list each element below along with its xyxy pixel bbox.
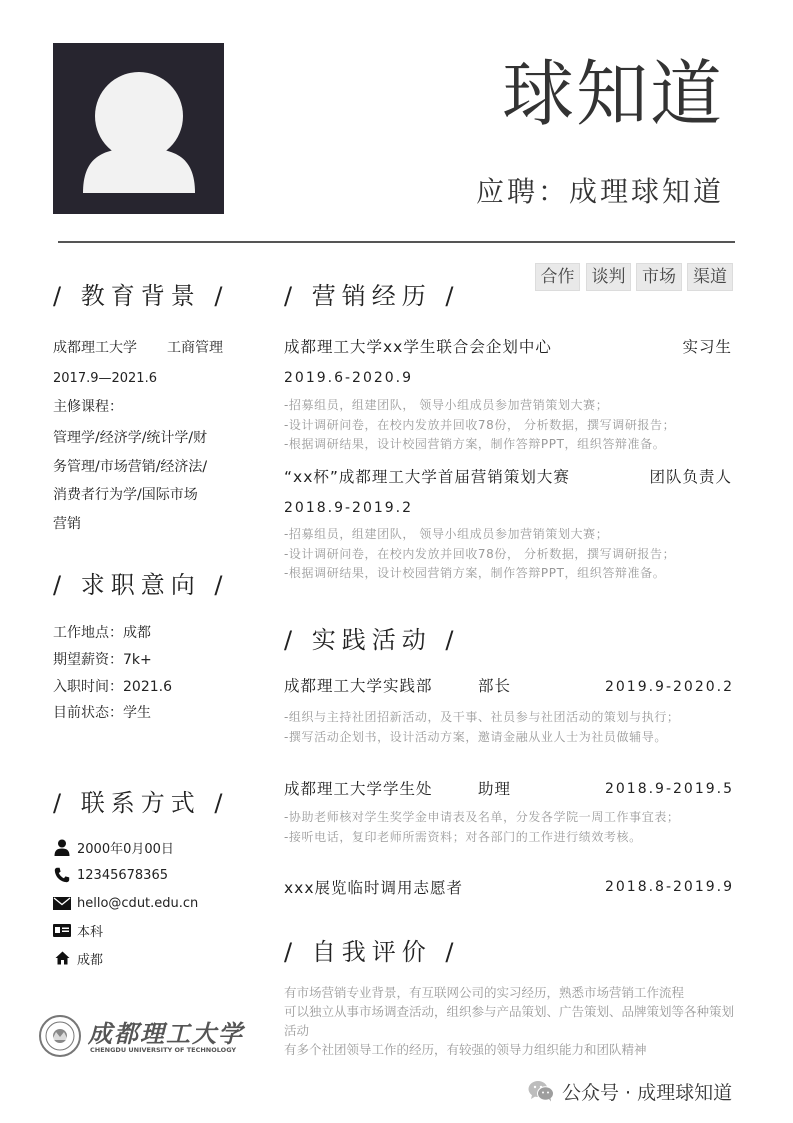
courses-line: 管理学/经济学/统计学/财 [53,430,208,446]
experience-title: 成都理工大学xx学生联合会企划中心 [284,338,552,356]
description-line: -接听电话，复印老师所需资料；对各部门的工作进行绩效考核。 [284,829,642,844]
education-major: 工商管理 [167,340,223,356]
activity-title: 成都理工大学学生处 [284,780,433,798]
activity-role: 部长 [478,677,512,695]
courses-list [53,424,233,538]
contact-text: 12345678365 [77,867,168,883]
activity-title: xxx展览临时调用志愿者 [284,879,464,897]
intention-row-status: 目前状态：学生 [53,705,151,721]
description-line: -撰写活动企划书，设计活动方案，邀请金融从业人士为社员做辅导。 [284,729,667,744]
activity-date: 2018.8-2019.9 [604,879,734,895]
experience-role: 团队负责人 [649,468,732,486]
description-line: -根据调研结果，设计校园营销方案，制作答辩PPT，组织答辩准备。 [284,566,666,580]
avatar-icon [53,43,224,214]
education-section-title: / 教育背景 / [53,282,229,310]
marketing-section-title: / 营销经历 / [284,282,460,310]
description-line: -设计调研问卷，在校内发放并回收78份， 分析数据，撰写调研报告； [284,546,676,561]
description-line: -招募组员，组建团队， 领导小组成员参加营销策划大赛； [284,527,609,541]
skill-tag: 市场 [636,263,682,291]
self-evaluation-line: 有多个社团领导工作的经历，有较强的领导力组织能力和团队精神 [284,1042,647,1057]
home-icon [53,949,71,967]
education-period: 2017.9—2021.6 [53,371,157,386]
activity-description [284,708,680,747]
self-evaluation-text [284,983,734,1059]
activity-title: 成都理工大学实践部 [284,677,433,695]
courses-line: 消费者行为学/国际市场 [53,487,198,503]
practice-section-title: / 实践活动 / [284,626,460,654]
wechat-watermark [528,1078,732,1104]
skill-tag: 渠道 [687,263,733,291]
contact-degree [53,920,103,940]
experience-title: “xx杯”成都理工大学首届营销策划大赛 [284,468,570,486]
courses-line: 营销 [53,515,81,532]
wechat-icon [528,1080,554,1102]
experience-description [284,396,675,455]
profile-photo-placeholder [53,43,224,214]
activity-date: 2018.9-2019.5 [604,781,734,797]
header-divider [58,241,735,243]
position-value: 成理球知道 [568,175,724,208]
courses-label: 主修课程： [53,399,123,415]
experience-role: 实习生 [682,338,732,356]
experience-date: 2018.9-2019.2 [284,500,414,516]
experience-description [284,525,675,584]
university-logo-english: CHENGDU UNIVERSITY OF TECHNOLOGY [90,1046,237,1054]
user-icon [53,838,71,856]
contact-text: 成都 [77,952,104,968]
applied-position [476,170,724,210]
contact-text: hello@cdut.edu.cn [77,895,199,911]
university-logo-chinese: 成都理工大学 [88,1019,244,1048]
courses-line: 务管理/市场营销/经济法/ [53,458,208,475]
contact-section-title: / 联系方式 / [53,789,229,817]
description-line: -招募组员，组建团队， 领导小组成员参加营销策划大赛； [284,398,609,412]
activity-role: 助理 [478,780,512,798]
self-evaluation-line: 可以独立从事市场调查活动，组织参与产品策划、广告策划、品牌策划等各种策划活动 [284,1004,735,1038]
activity-date: 2019.9-2020.2 [604,679,734,695]
self-evaluation-line: 有市场营销专业背景，有互联网公司的实习经历，熟悉市场营销工作流程 [284,985,685,1000]
activity-description [284,808,680,847]
experience-date: 2019.6-2020.9 [284,370,414,386]
description-line: -组织与主持社团招新活动，及干事、社员参与社团活动的策划与执行； [284,710,680,724]
contact-text: 2000年0月00日 [77,841,174,857]
skill-tag: 谈判 [586,263,631,291]
position-label: 应聘： [475,175,569,208]
contact-birthdate [53,837,174,857]
candidate-name: 球知道 [501,52,724,136]
self-evaluation-section-title: / 自我评价 / [284,938,460,966]
intention-row-salary: 期望薪资：7k+ [53,652,152,668]
id-card-icon [53,921,71,939]
skill-tag: 合作 [535,263,580,291]
university-logo [38,1010,244,1062]
intention-row-location: 工作地点：成都 [53,625,151,641]
description-line: -设计调研问卷，在校内发放并回收78份， 分析数据，撰写调研报告； [284,417,676,432]
contact-phone [53,865,168,885]
intention-section-title: / 求职意向 / [53,571,229,599]
description-line: -根据调研结果，设计校园营销方案，制作答辩PPT，组织答辩准备。 [284,437,666,451]
mail-icon [53,894,71,912]
contact-city [53,948,103,968]
contact-email [53,893,198,913]
education-school: 成都理工大学 [53,340,137,356]
intention-row-start-date: 入职时间：2021.6 [53,679,172,695]
watermark-text: 公众号 · 成理球知道 [562,1081,733,1104]
description-line: -协助老师核对学生奖学金申请表及名单，分发各学院一周工作事宜表； [284,810,680,824]
phone-icon [53,866,71,884]
contact-text: 本科 [77,924,104,940]
